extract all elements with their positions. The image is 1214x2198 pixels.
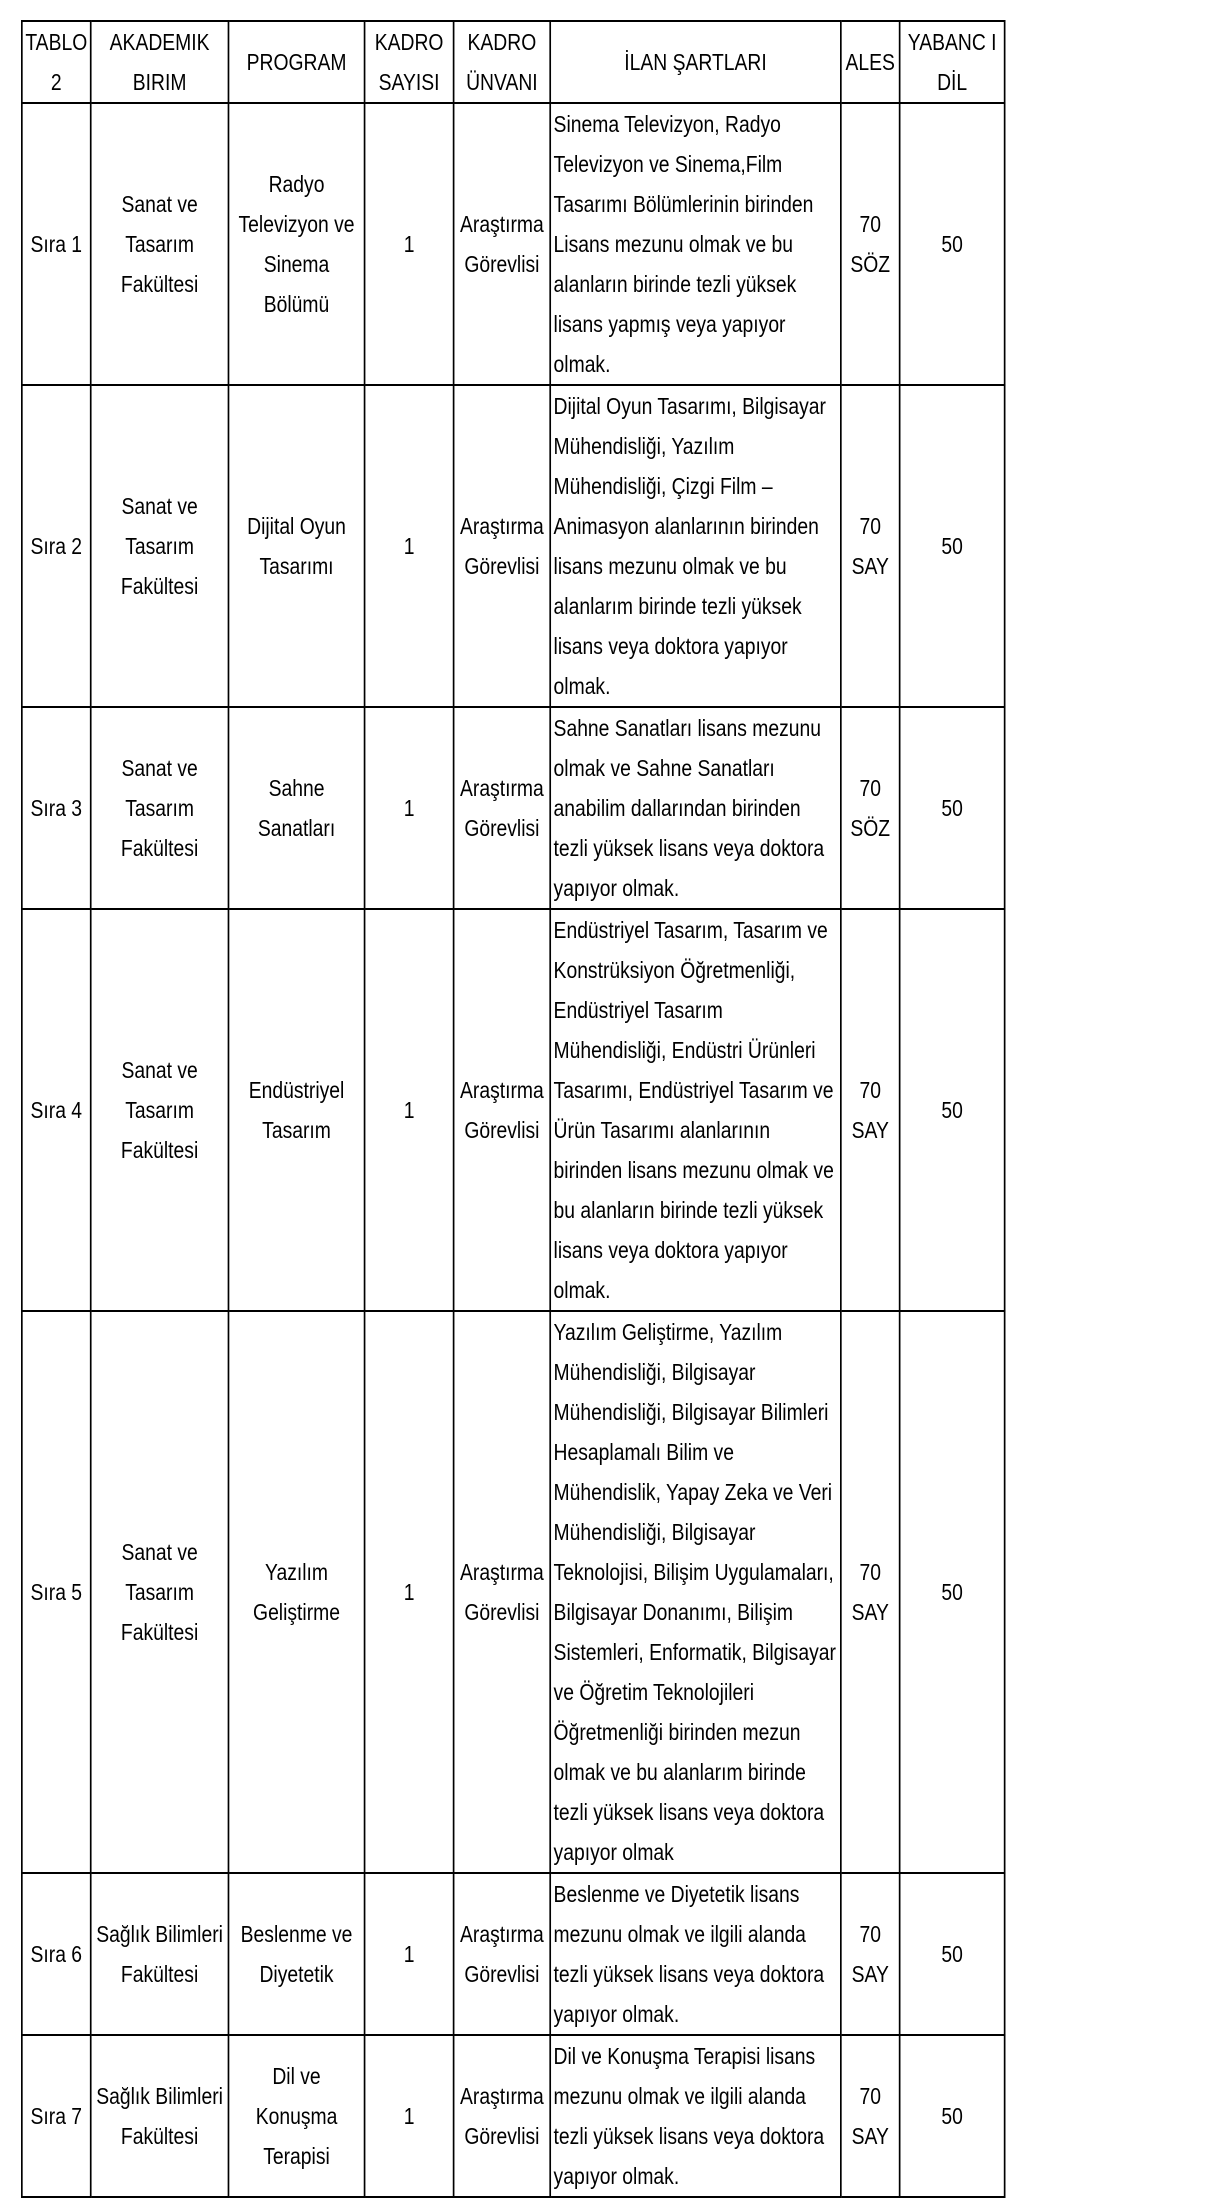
- table-row: [22, 909, 1005, 1311]
- table-row: [22, 707, 1005, 909]
- header-row: [22, 21, 1005, 103]
- row-ales: 70 SAY: [841, 909, 900, 1311]
- row-akademik-birim: Sanat ve Tasarım Fakültesi: [91, 1311, 229, 1873]
- row-ales: 70 SAY: [841, 1873, 900, 2035]
- row-kadro-unvani: Araştırma Görevlisi: [454, 1311, 551, 1873]
- row-program: Radyo Televizyon ve Sinema Bölümü: [228, 103, 364, 385]
- row-akademik-birim: Sanat ve Tasarım Fakültesi: [91, 385, 229, 707]
- row-ilan-sartlari: Yazılım Geliştirme, Yazılım Mühendisliği, Bilgisayar Mühendisliği, Bilgisayar Bilimleri Hesaplamalı Bilim ve Mühendislik, Yapay Zeka ve Veri Mühendisliği, Bilgisayar Teknolojisi, Bilişim Uygulamaları, Bilgisayar Donanımı, Bilişim Sistemleri, Enformatik, Bilgisayar ve Öğretim Teknolojileri Öğretmenliği birinden mezun olmak ve bu alanlarım birinde tezli yüksek lisans veya doktora yapıyor olmak: [550, 1311, 841, 1873]
- row-sira: Sıra 7: [22, 2035, 91, 2197]
- row-program: Endüstriyel Tasarım: [228, 909, 364, 1311]
- header-kadro-unvani: KADRO ÜNVANI: [454, 21, 551, 103]
- row-kadro-unvani: Araştırma Görevlisi: [454, 103, 551, 385]
- table-row: [22, 1311, 1005, 1873]
- row-kadro-unvani: Araştırma Görevlisi: [454, 1873, 551, 2035]
- row-kadro-unvani: Araştırma Görevlisi: [454, 707, 551, 909]
- row-yabanci-dil: 50: [900, 909, 1005, 1311]
- row-sira: Sıra 4: [22, 909, 91, 1311]
- row-program: Sahne Sanatları: [228, 707, 364, 909]
- row-kadro-sayisi: 1: [365, 103, 454, 385]
- row-program: Dil ve Konuşma Terapisi: [228, 2035, 364, 2197]
- row-sira: Sıra 3: [22, 707, 91, 909]
- row-program: Beslenme ve Diyetetik: [228, 1873, 364, 2035]
- row-sira: Sıra 5: [22, 1311, 91, 1873]
- header-tablo: TABLO 2: [22, 21, 91, 103]
- row-kadro-unvani: Araştırma Görevlisi: [454, 385, 551, 707]
- row-kadro-sayisi: 1: [365, 707, 454, 909]
- row-sira: Sıra 2: [22, 385, 91, 707]
- row-akademik-birim: Sanat ve Tasarım Fakültesi: [91, 707, 229, 909]
- row-ilan-sartlari: Endüstriyel Tasarım, Tasarım ve Konstrüksiyon Öğretmenliği, Endüstriyel Tasarım Mühendisliği, Endüstri Ürünleri Tasarımı, Endüstriyel Tasarım ve Ürün Tasarımı alanlarının birinden lisans mezunu olmak ve bu alanların birinde tezli yüksek lisans veya doktora yapıyor olmak.: [550, 909, 841, 1311]
- row-kadro-sayisi: 1: [365, 909, 454, 1311]
- table-row: [22, 103, 1005, 385]
- row-yabanci-dil: 50: [900, 103, 1005, 385]
- row-akademik-birim: Sanat ve Tasarım Fakültesi: [91, 909, 229, 1311]
- header-ilan-sartlari: İLAN ŞARTLARI: [550, 21, 841, 103]
- row-ilan-sartlari: Sahne Sanatları lisans mezunu olmak ve Sahne Sanatları anabilim dallarından birinden tezli yüksek lisans veya doktora yapıyor olmak.: [550, 707, 841, 909]
- row-kadro-unvani: Araştırma Görevlisi: [454, 2035, 551, 2197]
- row-ales: 70 SÖZ: [841, 707, 900, 909]
- row-program: Yazılım Geliştirme: [228, 1311, 364, 1873]
- table-row: [22, 2035, 1005, 2197]
- row-yabanci-dil: 50: [900, 385, 1005, 707]
- row-program: Dijital Oyun Tasarımı: [228, 385, 364, 707]
- table-row: [22, 1873, 1005, 2035]
- row-ales: 70 SAY: [841, 2035, 900, 2197]
- row-ales: 70 SAY: [841, 385, 900, 707]
- row-ilan-sartlari: Beslenme ve Diyetetik lisans mezunu olmak ve ilgili alanda tezli yüksek lisans veya doktora yapıyor olmak.: [550, 1873, 841, 2035]
- row-yabanci-dil: 50: [900, 707, 1005, 909]
- row-kadro-unvani: Araştırma Görevlisi: [454, 909, 551, 1311]
- row-ilan-sartlari: Sinema Televizyon, Radyo Televizyon ve Sinema,Film Tasarımı Bölümlerinin birinden Lisans mezunu olmak ve bu alanların birinde tezli yüksek lisans yapmış veya yapıyor olmak.: [550, 103, 841, 385]
- header-kadro-sayisi: KADRO SAYISI: [365, 21, 454, 103]
- row-ales: 70 SÖZ: [841, 103, 900, 385]
- row-akademik-birim: Sanat ve Tasarım Fakültesi: [91, 103, 229, 385]
- row-ales: 70 SAY: [841, 1311, 900, 1873]
- row-akademik-birim: Sağlık Bilimleri Fakültesi: [91, 2035, 229, 2197]
- row-ilan-sartlari: Dil ve Konuşma Terapisi lisans mezunu olmak ve ilgili alanda tezli yüksek lisans veya doktora yapıyor olmak.: [550, 2035, 841, 2197]
- row-ilan-sartlari: Dijital Oyun Tasarımı, Bilgisayar Mühendisliği, Yazılım Mühendisliği, Çizgi Film – Animasyon alanlarının birinden lisans mezunu olmak ve bu alanlarım birinde tezli yüksek lisans veya doktora yapıyor olmak.: [550, 385, 841, 707]
- row-yabanci-dil: 50: [900, 1873, 1005, 2035]
- row-yabanci-dil: 50: [900, 1311, 1005, 1873]
- row-kadro-sayisi: 1: [365, 1311, 454, 1873]
- table-row: [22, 385, 1005, 707]
- row-sira: Sıra 1: [22, 103, 91, 385]
- header-akademik-birim: AKADEMIK BIRIM: [91, 21, 229, 103]
- header-yabanci-dil: YABANC I DİL: [900, 21, 1005, 103]
- header-program: PROGRAM: [228, 21, 364, 103]
- row-kadro-sayisi: 1: [365, 2035, 454, 2197]
- row-kadro-sayisi: 1: [365, 385, 454, 707]
- row-yabanci-dil: 50: [900, 2035, 1005, 2197]
- kadro-table: [21, 20, 1005, 2198]
- row-sira: Sıra 6: [22, 1873, 91, 2035]
- header-ales: ALES: [841, 21, 900, 103]
- row-akademik-birim: Sağlık Bilimleri Fakültesi: [91, 1873, 229, 2035]
- row-kadro-sayisi: 1: [365, 1873, 454, 2035]
